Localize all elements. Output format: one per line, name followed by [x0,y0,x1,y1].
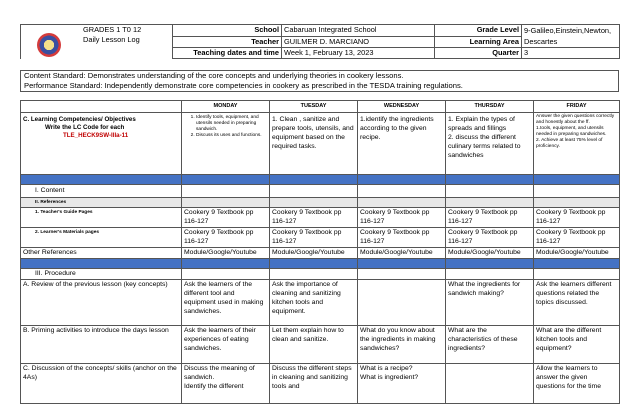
references-row [21,198,620,208]
tg-monday: Cookery 9 Textbook pp 116-127 [182,208,270,228]
row-c-wednesday: What is a recipe? What is ingredient? [358,364,446,404]
teacher-value: GUILMER D. MARCIANO [282,36,435,48]
lm-friday: Cookery 9 Textbook pp 116-127 [534,228,620,248]
day-monday: MONDAY [182,101,270,113]
tg-friday: Cookery 9 Textbook pp 116-127 [534,208,620,228]
day-wednesday: WEDNESDAY [358,101,446,113]
row-a-monday: Ask the learners of the different tool and equipment used in making sandwiches. [182,280,270,326]
competency-tuesday: 1. Clean , sanitize and prepare tools, utensils, and equipment based on the required tasks. [270,113,358,175]
competency-monday: 1. Identify tools, equipment, and utensils needed in preparing sandwich. 2. Discuss its uses and functions. [182,113,270,175]
lm-monday: Cookery 9 Textbook pp 116-127 [182,228,270,248]
competency-thursday: 1. Explain the types of spreads and fillings 2. discuss the different culinary terms related to sandwiches [446,113,534,175]
tg-label: 1. Teacher's Guide Pages [21,208,182,228]
row-a-label: A. Review of the previous lesson (key concepts) [21,280,182,326]
days-row [21,101,620,113]
row-b [21,326,620,364]
tg-thursday: Cookery 9 Textbook pp 116-127 [446,208,534,228]
row-c-monday: Discuss the meaning of sandwich. Identify the different [182,364,270,404]
row-a-tuesday: Ask the importance of cleaning and sanitizing kitchen tools and equipment. [270,280,358,326]
day-thursday: THURSDAY [446,101,534,113]
competencies-row [21,113,620,175]
row-b-tuesday: Let them explain how to clean and sanitize. [270,326,358,364]
row-b-friday: What are the different kitchen tools and equipment? [534,326,620,364]
competency-wednesday: 1.identify the ingredients according to the given recipe. [358,113,446,175]
lm-thursday: Cookery 9 Textbook pp 116-127 [446,228,534,248]
competency-friday: Answer the given questions correctly and honestly about the ff. 1.tools, equipment, and utensils needed in preparing sandwiches. 2. Achieve at least 75% level of proficiency. [534,113,620,175]
lm-label: 2. Learner's Materials pages [21,228,182,248]
lm-wednesday: Cookery 9 Textbook pp 116-127 [358,228,446,248]
other-tuesday: Module/Google/Youtube [270,248,358,259]
tg-tuesday: Cookery 9 Textbook pp 116-127 [270,208,358,228]
content-row [21,185,620,198]
content-label: I. Content [21,185,182,198]
divider-row-2 [21,259,620,269]
learning-area-label: Learning Area [435,36,522,48]
row-a-thursday: What the ingredients for sandwich making? [446,280,534,326]
references-label: II. References [21,198,182,208]
row-c-thursday [446,364,534,404]
other-wednesday: Module/Google/Youtube [358,248,446,259]
procedure-row [21,269,620,280]
day-friday: FRIDAY [534,101,620,113]
lesson-table [20,100,620,404]
quarter-value: 3 [522,48,620,59]
dates-value: Week 1, February 13, 2023 [282,48,435,59]
row-b-wednesday: What do you know about the ingredients in making sandwiches? [358,326,446,364]
school-value: Cabaruan Integrated School [282,25,435,37]
row-b-monday: Ask the learners of their experiences of eating sandwiches. [182,326,270,364]
row-b-label: B. Priming activities to introduce the days lesson [21,326,182,364]
lm-row [21,228,620,248]
header-table [20,24,620,59]
quarter-label: Quarter [435,48,522,59]
row-b-thursday: What are the characteristics of these ingredients? [446,326,534,364]
day-tuesday: TUESDAY [270,101,358,113]
grade-level-label: Grade Level [435,25,522,37]
grade-level-value: 9-Galileo,Einstein,Newton, Descartes [522,25,620,48]
row-a [21,280,620,326]
standards-box [20,70,619,92]
dates-label: Teaching dates and time [173,48,282,59]
row-c [21,364,620,404]
row-a-friday: Ask the learners different questions related the topics discussed. [534,280,620,326]
tg-wednesday: Cookery 9 Textbook pp 116-127 [358,208,446,228]
teacher-label: Teacher [173,36,282,48]
content-standard: Content Standard: Demonstrates understanding of the core concepts and underlying theories in cookery lessons. [24,71,404,80]
row-a-wednesday [358,280,446,326]
row-c-tuesday: Discuss the different steps in cleaning and sanitizing tools and [270,364,358,404]
other-friday: Module/Google/Youtube [534,248,620,259]
lm-tuesday: Cookery 9 Textbook pp 116-127 [270,228,358,248]
tg-row [21,208,620,228]
row-c-label: C. Discussion of the concepts/ skills (anchor on the 4As) [21,364,182,404]
performance-standard: Performance Standard: Independently demonstrate core competencies in cookery as prescribed in the TESDA training regulations. [24,81,463,90]
other-label: Other References [21,248,182,259]
other-monday: Module/Google/Youtube [182,248,270,259]
other-thursday: Module/Google/Youtube [446,248,534,259]
school-label: School [173,25,282,37]
other-row [21,248,620,259]
procedure-label: III. Procedure [21,269,182,280]
row-c-friday: Allow the learners to answer the given questions for the time [534,364,620,404]
divider-row [21,175,620,185]
competencies-label: C. Learning Competencies/ Objectives Write the LC Code for each TLE_HECK9SW-IIIa-11 [21,113,182,175]
dll-title: GRADES 1 T0 12 Daily Lesson Log [21,25,173,59]
